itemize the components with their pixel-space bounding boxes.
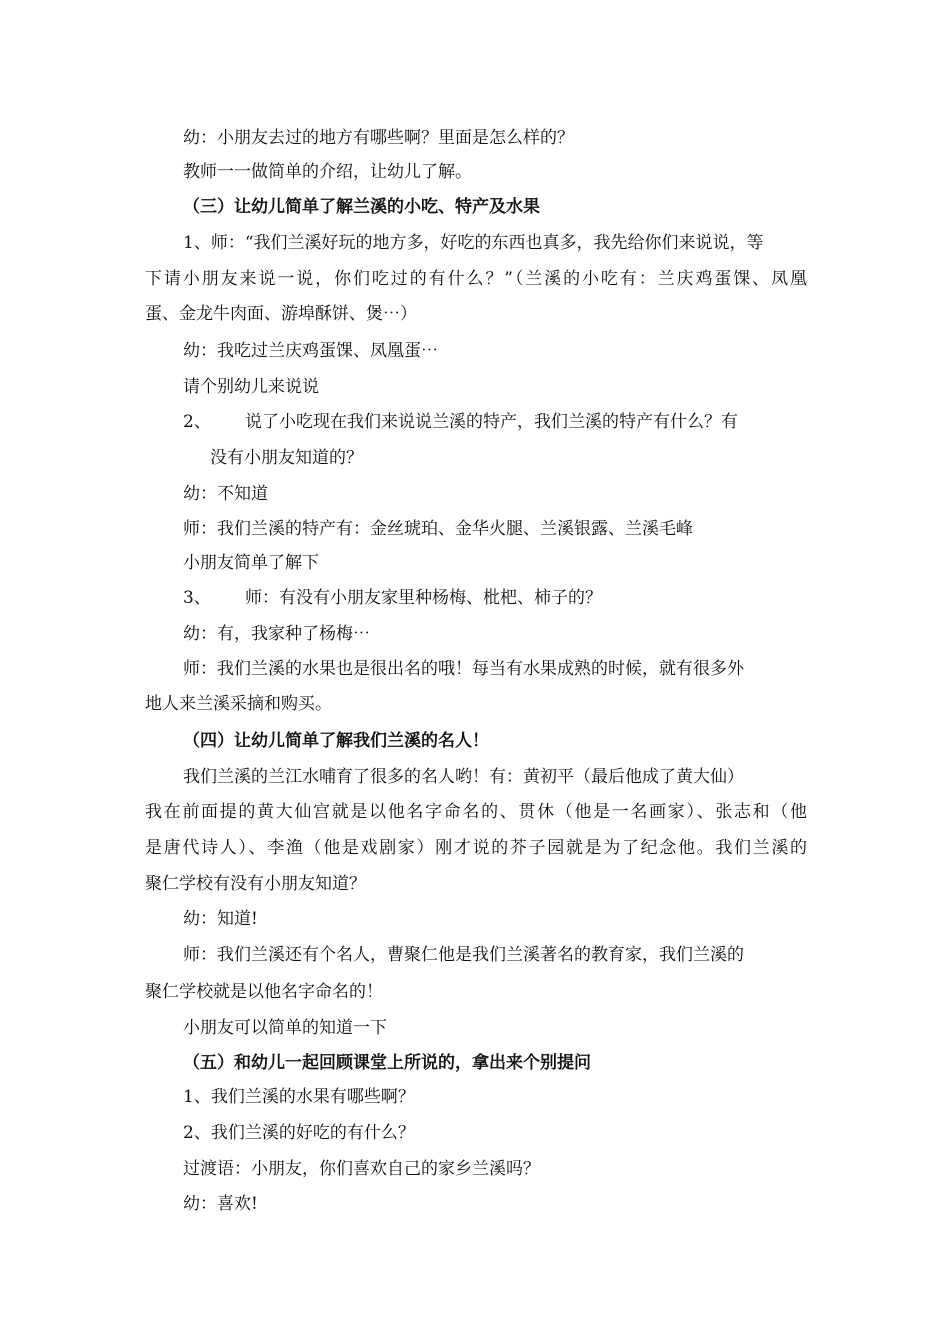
paragraph-cao-juren-line-2: 聚仁学校就是以他名字命名的！ bbox=[145, 982, 383, 1002]
paragraph-simple-know: 小朋友可以简单的知道一下 bbox=[183, 1018, 387, 1038]
review-question-2: 2、我们兰溪的好吃的有什么？ bbox=[183, 1123, 415, 1143]
paragraph-transition: 过渡语：小朋友，你们喜欢自己的家乡兰溪吗？ bbox=[183, 1159, 540, 1179]
paragraph-fruit-famous-line-2: 地人来兰溪采摘和购买。 bbox=[145, 694, 332, 714]
paragraph-snacks-line-2: 下请小朋友来说一说，你们吃过的有什么？”（兰溪的小吃有：兰庆鸡蛋馃、凤凰 bbox=[145, 269, 807, 289]
paragraph-fruit-question: 师：有没有小朋友家里种杨梅、枇杷、柿子的？ bbox=[245, 588, 602, 608]
list-number-3: 3、 bbox=[183, 588, 211, 608]
paragraph-celebrities-line-4: 聚仁学校有没有小朋友知道？ bbox=[145, 874, 366, 894]
paragraph-celebrities-line-3: 是唐代诗人）、李渔（他是戏剧家）刚才说的芥子园就是为了纪念他。我们兰溪的 bbox=[145, 838, 807, 858]
review-question-1: 1、我们兰溪的水果有哪些啊？ bbox=[183, 1087, 415, 1107]
section-heading-3: （三）让幼儿简单了解兰溪的小吃、特产及水果 bbox=[183, 197, 540, 217]
paragraph-specialties-list: 师：我们兰溪的特产有：金丝琥珀、金华火腿、兰溪银露、兰溪毛峰 bbox=[183, 519, 693, 539]
paragraph-celebrities-line-1: 我们兰溪的兰江水哺育了很多的名人哟！有：黄初平（最后他成了黄大仙） bbox=[183, 767, 744, 787]
paragraph-child-dont-know: 幼：不知道 bbox=[183, 484, 268, 504]
paragraph-child-bayberry: 幼：有，我家种了杨梅⋯ bbox=[183, 624, 370, 644]
paragraph-snacks-line-3: 蛋、金龙牛肉面、游埠酥饼、煲⋯） bbox=[145, 304, 417, 324]
paragraph-child-know: 幼：知道! bbox=[183, 909, 258, 929]
paragraph-ask-children: 请个别幼儿来说说 bbox=[183, 377, 319, 397]
paragraph-brief-understand: 小朋友简单了解下 bbox=[183, 553, 319, 573]
section-heading-4: （四）让幼儿简单了解我们兰溪的名人！ bbox=[183, 731, 489, 751]
paragraph-child-snacks: 幼：我吃过兰庆鸡蛋馃、凤凰蛋⋯ bbox=[183, 341, 438, 361]
paragraph-child-like: 幼：喜欢! bbox=[183, 1194, 258, 1214]
paragraph-specialties-line-2: 没有小朋友知道的？ bbox=[210, 448, 363, 468]
paragraph-specialties-line-1: 说了小吃现在我们来说说兰溪的特产，我们兰溪的特产有什么？有 bbox=[245, 412, 738, 432]
paragraph-child-question: 幼：小朋友去过的地方有哪些啊？里面是怎么样的？ bbox=[183, 128, 574, 148]
paragraph-fruit-famous-line-1: 师：我们兰溪的水果也是很出名的哦！每当有水果成熟的时候，就有很多外 bbox=[183, 659, 744, 679]
paragraph-teacher-intro: 教师一一做简单的介绍，让幼儿了解。 bbox=[183, 162, 472, 182]
paragraph-cao-juren-line-1: 师：我们兰溪还有个名人，曹聚仁他是我们兰溪著名的教育家，我们兰溪的 bbox=[183, 945, 744, 965]
paragraph-snacks-line-1: 1、师：“我们兰溪好玩的地方多，好吃的东西也真多，我先给你们来说说，等 bbox=[183, 233, 764, 253]
list-number-2: 2、 bbox=[183, 412, 211, 432]
section-heading-5: （五）和幼儿一起回顾课堂上所说的，拿出来个别提问 bbox=[183, 1053, 591, 1073]
paragraph-celebrities-line-2: 我在前面提的黄大仙宫就是以他名字命名的、贯休（他是一名画家）、张志和（他 bbox=[145, 802, 807, 822]
